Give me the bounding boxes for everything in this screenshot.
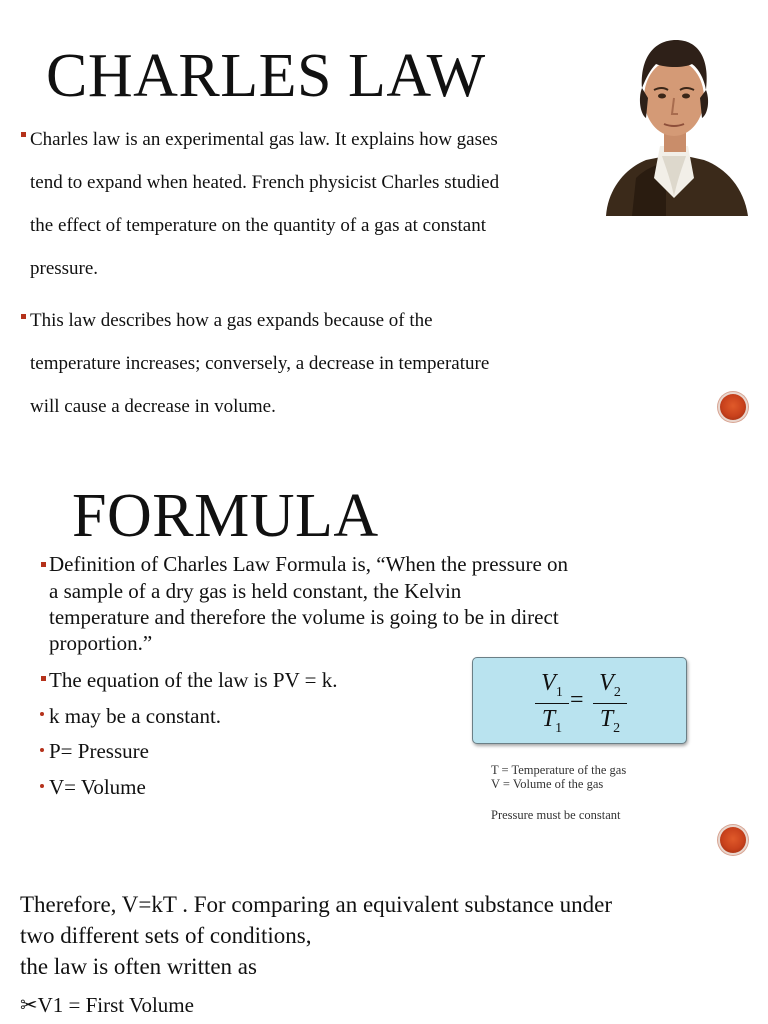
sub-item-volume: V= Volume (49, 775, 146, 799)
formula-box (472, 657, 687, 744)
denominator-t2 (593, 706, 627, 737)
para1-line: Charles law is an experimental gas law. It explains how gases (30, 129, 498, 150)
definition-line: temperature and therefore the volume is going to be in direct (49, 605, 559, 629)
fraction-bar (535, 703, 569, 704)
para1-line: pressure. (30, 258, 99, 279)
v1-symbol: V (541, 670, 556, 696)
denominator-t1 (535, 706, 569, 737)
definition-line: a sample of a dry gas is held constant, the Kelvin (49, 579, 462, 603)
para1-line: the effect of temperature on the quantity of a gas at constant (30, 215, 486, 236)
sub-item-k: k may be a constant. (49, 704, 222, 728)
orange-circle-icon (720, 827, 746, 853)
portrait-image (596, 28, 752, 216)
bullet-marker-icon (41, 676, 46, 681)
legend-volume: V = Volume of the gas (491, 777, 604, 791)
sub-item-pressure: P= Pressure (49, 739, 149, 763)
numerator-v1 (535, 670, 569, 701)
page-title-charles-law: CHARLES LAW (46, 42, 486, 110)
legend-temperature: T = Temperature of the gas (491, 763, 627, 777)
v1-subscript: 1 (555, 684, 563, 700)
bullet-marker-icon (41, 562, 46, 567)
t1-symbol: T (541, 705, 556, 732)
portrait-icon (596, 28, 752, 216)
section-title-formula: FORMULA (72, 482, 379, 550)
v1-definition: V1 = First Volume (37, 993, 194, 1017)
definition-line: Definition of Charles Law Formula is, “When the pressure on (49, 552, 569, 576)
bullet-dot-icon (40, 712, 44, 716)
bottom-line: two different sets of conditions, (20, 923, 312, 948)
orange-circle-icon (720, 394, 746, 420)
fraction-bar (593, 703, 627, 704)
equals-sign: = (570, 687, 584, 713)
para1-line: tend to expand when heated. French physicist Charles studied (30, 172, 500, 193)
scissors-icon: ✂ (20, 993, 38, 1017)
t1-subscript: 1 (555, 720, 563, 736)
bullet-dot-icon (40, 748, 44, 752)
numerator-v2 (593, 670, 627, 701)
legend-pressure: Pressure must be constant (491, 808, 621, 822)
t2-subscript: 2 (613, 720, 621, 736)
para2-line: temperature increases; conversely, a decrease in temperature (30, 353, 490, 374)
first-volume-line (20, 990, 194, 1020)
para2-line: This law describes how a gas expands because of the (30, 310, 433, 331)
equation-line: The equation of the law is PV = k. (49, 668, 338, 692)
t2-symbol: T (599, 705, 614, 732)
bottom-line: the law is often written as (20, 954, 257, 979)
v2-symbol: V (599, 670, 614, 696)
bullet-marker-icon (21, 132, 26, 137)
para2-line: will cause a decrease in volume. (30, 396, 276, 417)
bullet-marker-icon (21, 314, 26, 319)
bottom-line: Therefore, V=kT . For comparing an equivalent substance under (20, 892, 613, 917)
fraction-left (535, 670, 569, 737)
fraction-right (593, 670, 627, 737)
definition-line: proportion.” (49, 631, 153, 655)
bullet-dot-icon (40, 784, 44, 788)
v2-subscript: 2 (613, 684, 621, 700)
